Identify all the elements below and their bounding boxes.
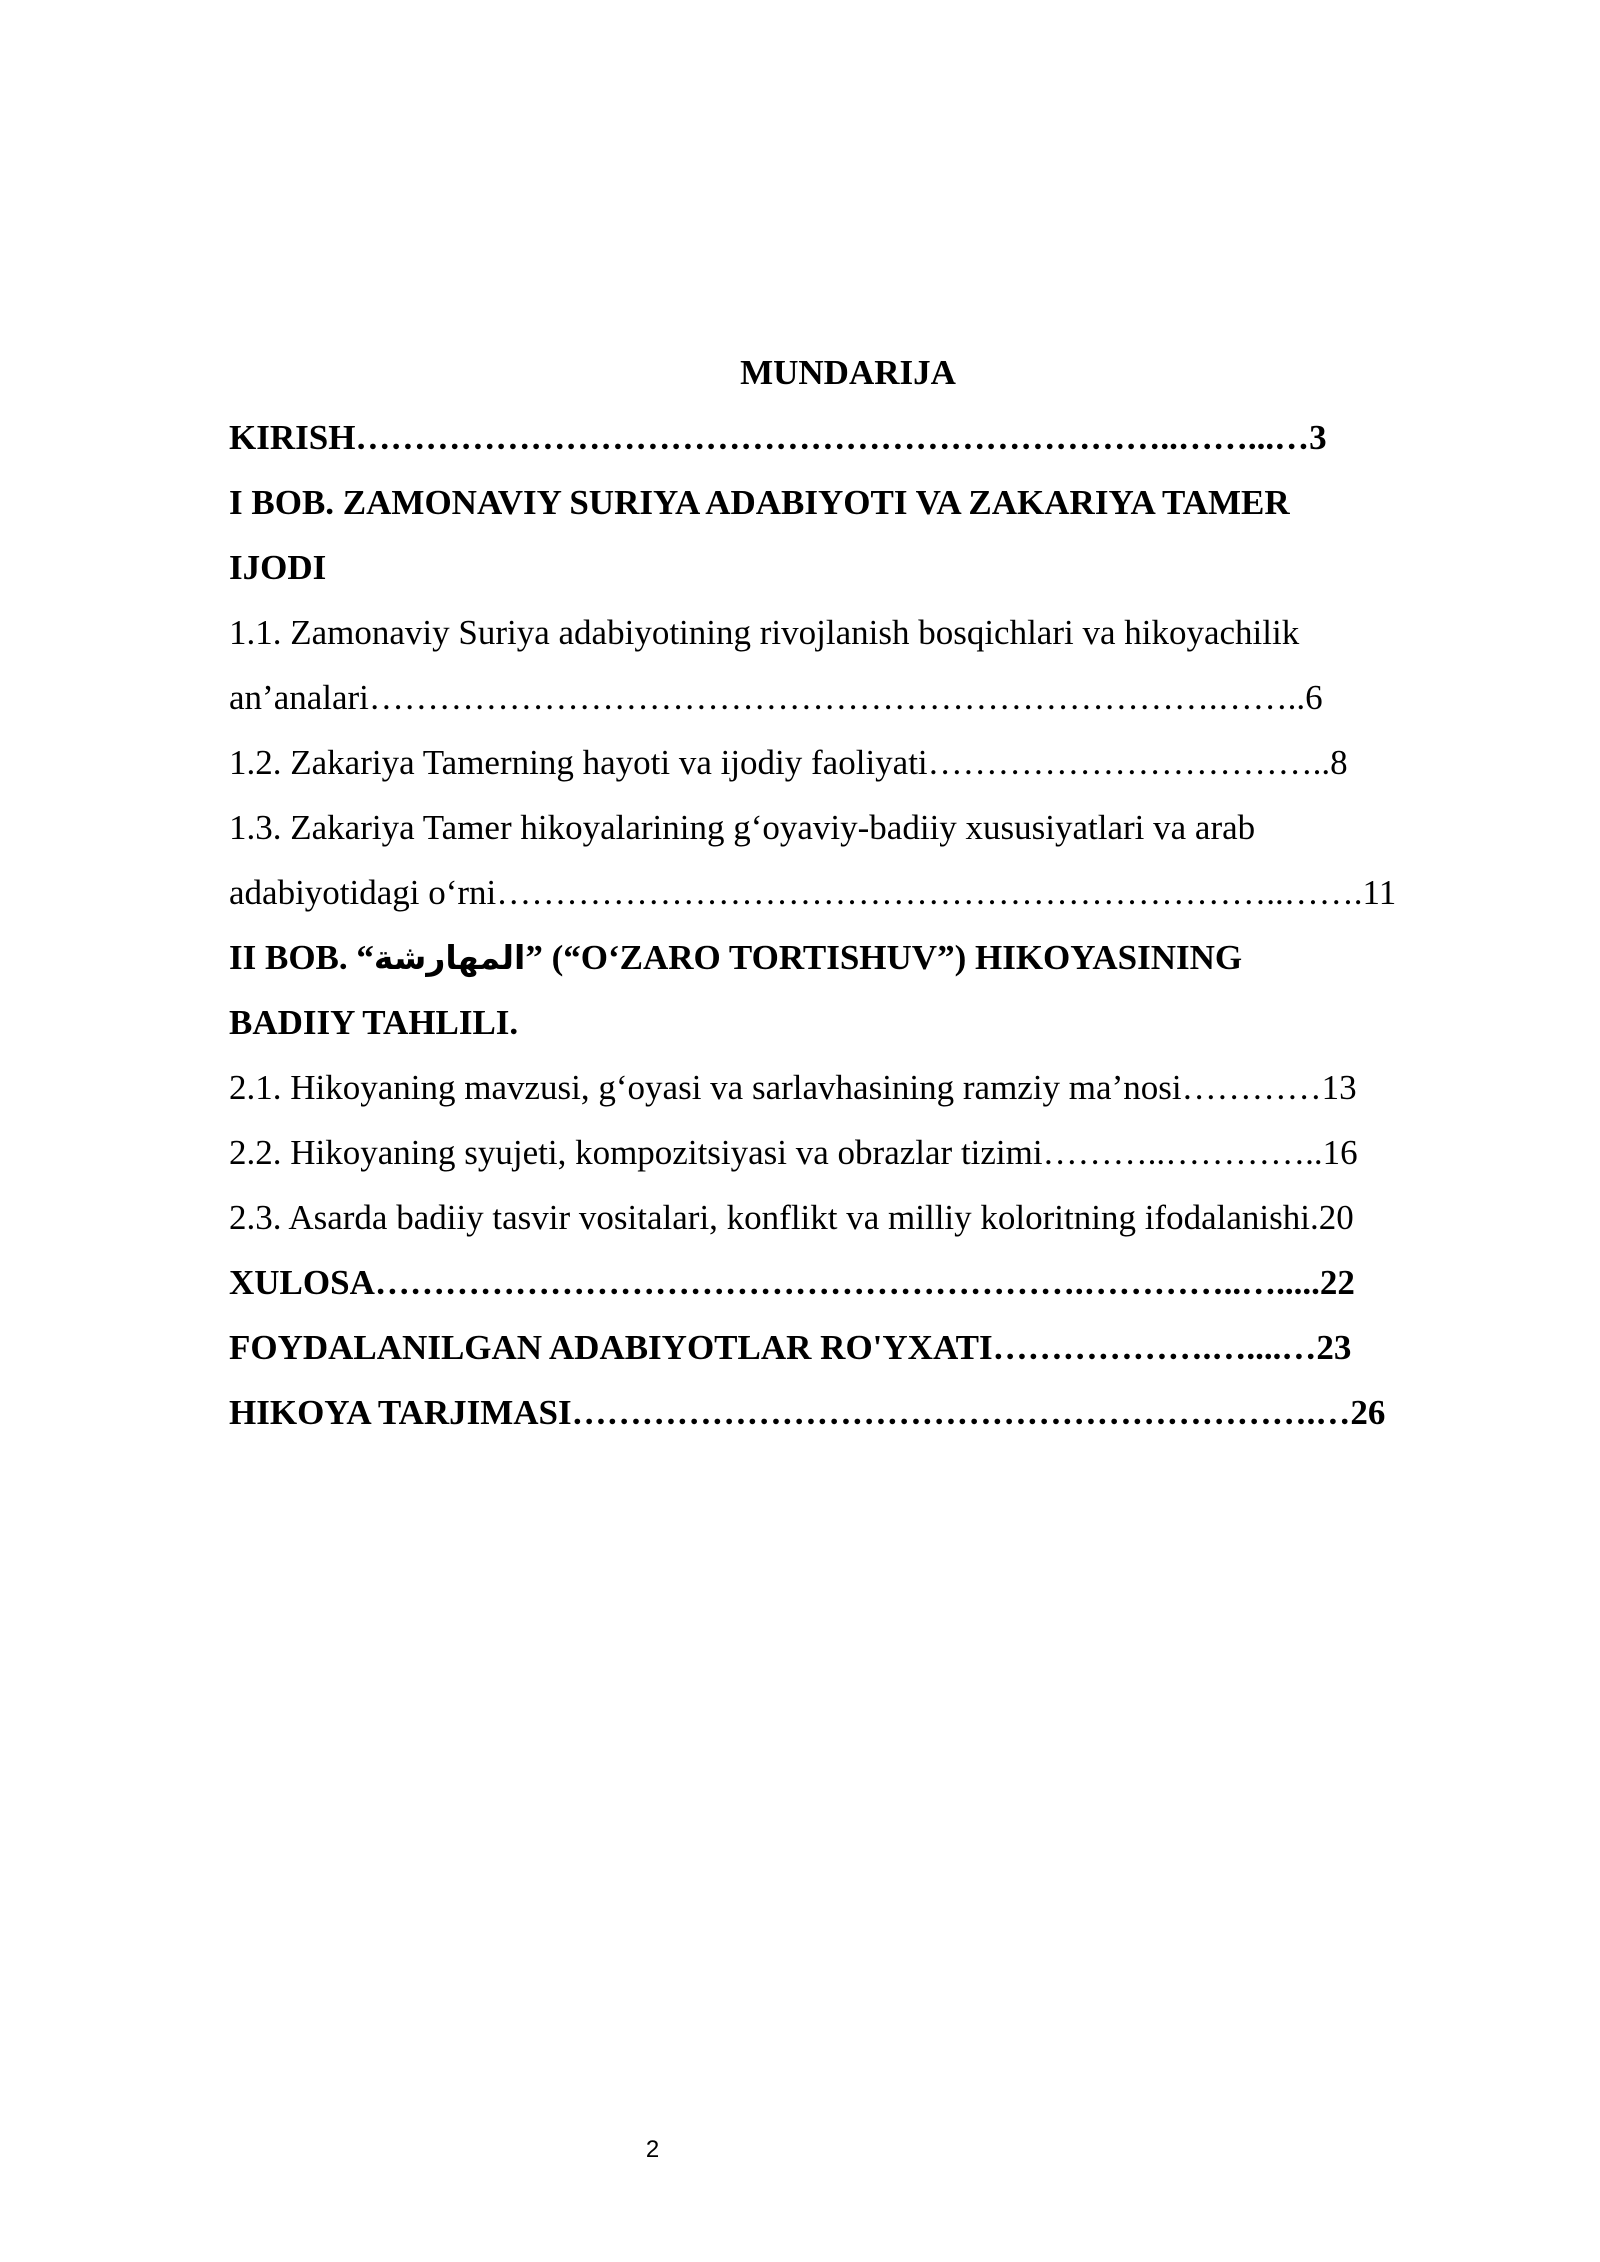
table-of-contents	[229, 340, 1447, 1445]
chapter-2-prefix: II BOB. “	[229, 938, 374, 977]
toc-entry-1-3: 1.3. Zakariya Tamer hikoyalarining g‘oyaviy-badiiy xususiyatlari va arab	[229, 808, 1256, 847]
toc-chapter-2-heading	[229, 925, 1447, 990]
toc-entry-intro: KIRISH……………………………………………………………..……...…3	[229, 418, 1327, 457]
toc-entry-conclusion: XULOSA…………………………………………………….…………..….....22	[229, 1263, 1355, 1302]
page-number: 2	[645, 2136, 660, 2163]
toc-chapter-1-heading: I BOB. ZAMONAVIY SURIYA ADABIYOTI VA ZAKARIYA TAMER	[229, 483, 1290, 522]
toc-entry-1-1-cont: an’analari……………………………………………………………….……..6	[229, 678, 1323, 717]
toc-entry-1-1: 1.1. Zamonaviy Suriya adabiyotining rivojlanish bosqichlari va hikoyachilik	[229, 613, 1300, 652]
chapter-2-arabic-title: المهارشة	[373, 938, 526, 977]
toc-entry-1-2: 1.2. Zakariya Tamerning hayoti va ijodiy faoliyati……………………………..8	[229, 743, 1348, 782]
toc-entry-translation: HIKOYA TARJIMASI……………………………………………………….…26	[229, 1393, 1386, 1432]
toc-entry-2-2: 2.2. Hikoyaning syujeti, kompozitsiyasi va obrazlar tizimi………..…………..16	[229, 1133, 1358, 1172]
toc-entry-references: FOYDALANILGAN ADABIYOTLAR RO'YXATI……………….…....…23	[229, 1328, 1352, 1367]
toc-chapter-2-heading-cont: BADIIY TAHLILI.	[229, 1003, 519, 1042]
toc-entry-2-1: 2.1. Hikoyaning mavzusi, g‘oyasi va sarlavhasining ramziy ma’nosi…………13	[229, 1068, 1357, 1107]
chapter-2-suffix: ” (“O‘ZARO TORTISHUV”) HIKOYASINING	[525, 938, 1243, 977]
toc-entry-2-3: 2.3. Asarda badiiy tasvir vositalari, konflikt va milliy koloritning ifodalanishi.20	[229, 1198, 1354, 1237]
toc-entry-1-3-cont: adabiyotidagi o‘rni…………………………………………………………..…….11	[229, 873, 1397, 912]
toc-chapter-1-heading-cont: IJODI	[229, 548, 327, 587]
toc-title: MUNDARIJA	[740, 353, 956, 392]
